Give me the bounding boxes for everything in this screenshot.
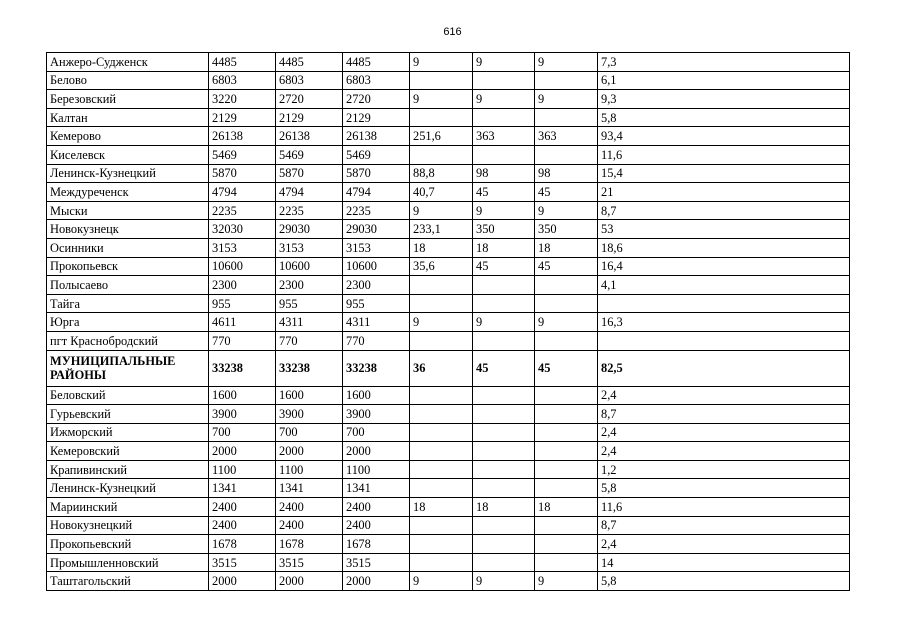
value-col-3: 2129: [343, 108, 410, 127]
value-col-2: 2000: [276, 572, 343, 591]
value-col-7: 5,8: [598, 479, 850, 498]
table-row: [47, 386, 850, 405]
value-col-4: 9: [410, 313, 473, 332]
value-col-2: 1100: [276, 460, 343, 479]
value-col-1: 6803: [209, 71, 276, 90]
value-col-2: 770: [276, 331, 343, 350]
value-col-4: [410, 276, 473, 295]
table-row: [47, 405, 850, 424]
value-col-4: [410, 405, 473, 424]
value-col-1: 10600: [209, 257, 276, 276]
value-col-2: 6803: [276, 71, 343, 90]
municipality-name: Гурьевский: [47, 405, 209, 424]
value-col-2: 955: [276, 294, 343, 313]
value-col-6: [535, 71, 598, 90]
value-col-7: 93,4: [598, 127, 850, 146]
value-col-7: 5,8: [598, 108, 850, 127]
value-col-1: 770: [209, 331, 276, 350]
table-row: [47, 572, 850, 591]
value-col-4: [410, 423, 473, 442]
municipality-name: Тайга: [47, 294, 209, 313]
value-col-4: [410, 442, 473, 461]
value-col-1: 955: [209, 294, 276, 313]
value-col-5: [473, 386, 535, 405]
value-col-7: 11,6: [598, 145, 850, 164]
value-col-3: 3900: [343, 405, 410, 424]
value-col-6: 45: [535, 183, 598, 202]
table-row: [47, 516, 850, 535]
value-col-7: 2,4: [598, 386, 850, 405]
value-col-2: 26138: [276, 127, 343, 146]
table-row: [47, 276, 850, 295]
value-col-3: 5469: [343, 145, 410, 164]
value-col-6: [535, 276, 598, 295]
value-col-5: [473, 331, 535, 350]
value-col-7: 21: [598, 183, 850, 202]
value-col-7: 7,3: [598, 53, 850, 72]
value-col-5: [473, 108, 535, 127]
value-col-1: 4794: [209, 183, 276, 202]
municipality-name: Калтан: [47, 108, 209, 127]
value-col-1: 2300: [209, 276, 276, 295]
value-col-5: [473, 71, 535, 90]
value-col-4: 251,6: [410, 127, 473, 146]
value-col-3: 2300: [343, 276, 410, 295]
value-col-3: 2400: [343, 498, 410, 517]
value-col-5: [473, 145, 535, 164]
value-col-3: 4311: [343, 313, 410, 332]
value-col-2: 2000: [276, 442, 343, 461]
value-col-3: 4794: [343, 183, 410, 202]
value-col-7: 53: [598, 220, 850, 239]
value-col-2: 2400: [276, 516, 343, 535]
value-col-5: [473, 442, 535, 461]
value-col-4: 40,7: [410, 183, 473, 202]
value-col-6: [535, 108, 598, 127]
municipality-name: Крапивинский: [47, 460, 209, 479]
value-col-1: 1600: [209, 386, 276, 405]
value-col-3: 3153: [343, 238, 410, 257]
value-col-1: 2129: [209, 108, 276, 127]
value-col-7: 18,6: [598, 238, 850, 257]
value-col-7: 8,7: [598, 201, 850, 220]
municipality-name: Мыски: [47, 201, 209, 220]
value-col-5: 45: [473, 183, 535, 202]
value-col-2: 2720: [276, 90, 343, 109]
value-col-1: 1100: [209, 460, 276, 479]
municipality-name: Ленинск-Кузнецкий: [47, 479, 209, 498]
value-col-1: 2235: [209, 201, 276, 220]
value-col-1: 4485: [209, 53, 276, 72]
table-row: [47, 127, 850, 146]
value-col-6: [535, 516, 598, 535]
value-col-5: [473, 479, 535, 498]
value-col-7: [598, 294, 850, 313]
value-col-4: 233,1: [410, 220, 473, 239]
value-col-6: [535, 294, 598, 313]
value-col-6: 9: [535, 313, 598, 332]
table-row: [47, 238, 850, 257]
value-col-5: [473, 276, 535, 295]
table-row: [47, 331, 850, 350]
value-col-4: [410, 71, 473, 90]
value-col-1: 3900: [209, 405, 276, 424]
municipality-name: Междуреченск: [47, 183, 209, 202]
value-col-6: 9: [535, 90, 598, 109]
value-col-6: [535, 405, 598, 424]
value-col-5: 9: [473, 53, 535, 72]
value-col-2: 2300: [276, 276, 343, 295]
value-col-7: 14: [598, 553, 850, 572]
value-col-5: 9: [473, 572, 535, 591]
value-col-4: 36: [410, 350, 473, 386]
value-col-3: 2400: [343, 516, 410, 535]
value-col-3: 1100: [343, 460, 410, 479]
value-col-2: 3515: [276, 553, 343, 572]
value-col-2: 5469: [276, 145, 343, 164]
table-row: [47, 257, 850, 276]
value-col-3: 5870: [343, 164, 410, 183]
value-col-2: 1678: [276, 535, 343, 554]
value-col-6: 18: [535, 498, 598, 517]
municipality-name: пгт Краснобродский: [47, 331, 209, 350]
value-col-5: [473, 516, 535, 535]
value-col-1: 2400: [209, 498, 276, 517]
value-col-3: 2000: [343, 572, 410, 591]
value-col-6: 9: [535, 572, 598, 591]
value-col-1: 5469: [209, 145, 276, 164]
table-row: [47, 313, 850, 332]
value-col-3: 1600: [343, 386, 410, 405]
value-col-7: 82,5: [598, 350, 850, 386]
table-row: [47, 71, 850, 90]
table-row: [47, 164, 850, 183]
municipality-name: Прокопьевск: [47, 257, 209, 276]
value-col-2: 4485: [276, 53, 343, 72]
value-col-3: 770: [343, 331, 410, 350]
value-col-7: 2,4: [598, 442, 850, 461]
value-col-3: 4485: [343, 53, 410, 72]
value-col-7: [598, 331, 850, 350]
municipality-name: Ленинск-Кузнецкий: [47, 164, 209, 183]
value-col-6: 363: [535, 127, 598, 146]
value-col-5: 9: [473, 90, 535, 109]
table-row: [47, 90, 850, 109]
table-row: [47, 350, 850, 386]
value-col-4: [410, 108, 473, 127]
municipality-name: Осинники: [47, 238, 209, 257]
value-col-1: 2000: [209, 442, 276, 461]
table-row: [47, 553, 850, 572]
value-col-6: [535, 479, 598, 498]
value-col-7: 4,1: [598, 276, 850, 295]
value-col-3: 1678: [343, 535, 410, 554]
value-col-5: 9: [473, 201, 535, 220]
value-col-6: [535, 442, 598, 461]
table-row: [47, 220, 850, 239]
value-col-5: [473, 423, 535, 442]
value-col-7: 16,3: [598, 313, 850, 332]
value-col-7: 15,4: [598, 164, 850, 183]
municipality-name: Новокузнецк: [47, 220, 209, 239]
value-col-5: 350: [473, 220, 535, 239]
value-col-5: [473, 535, 535, 554]
value-col-2: 4794: [276, 183, 343, 202]
value-col-6: 9: [535, 53, 598, 72]
value-col-7: 1,2: [598, 460, 850, 479]
value-col-7: 8,7: [598, 516, 850, 535]
value-col-4: 18: [410, 238, 473, 257]
value-col-1: 32030: [209, 220, 276, 239]
value-col-3: 10600: [343, 257, 410, 276]
value-col-7: 16,4: [598, 257, 850, 276]
table-row: [47, 460, 850, 479]
value-col-1: 5870: [209, 164, 276, 183]
value-col-4: [410, 145, 473, 164]
value-col-3: 1341: [343, 479, 410, 498]
table-row: [47, 108, 850, 127]
value-col-2: 33238: [276, 350, 343, 386]
value-col-5: 98: [473, 164, 535, 183]
municipality-name: Анжеро-Судженск: [47, 53, 209, 72]
table-body: [47, 53, 850, 591]
municipality-name: Новокузнецкий: [47, 516, 209, 535]
value-col-3: 26138: [343, 127, 410, 146]
municipality-name: Кемерово: [47, 127, 209, 146]
municipality-name: Березовский: [47, 90, 209, 109]
value-col-1: 3220: [209, 90, 276, 109]
value-col-1: 2000: [209, 572, 276, 591]
value-col-5: [473, 405, 535, 424]
value-col-2: 700: [276, 423, 343, 442]
value-col-5: 18: [473, 238, 535, 257]
value-col-4: 9: [410, 90, 473, 109]
value-col-1: 3153: [209, 238, 276, 257]
value-col-1: 26138: [209, 127, 276, 146]
value-col-2: 29030: [276, 220, 343, 239]
value-col-4: [410, 294, 473, 313]
value-col-2: 10600: [276, 257, 343, 276]
value-col-2: 1600: [276, 386, 343, 405]
value-col-4: 9: [410, 53, 473, 72]
value-col-5: 18: [473, 498, 535, 517]
value-col-6: 9: [535, 201, 598, 220]
value-col-1: 33238: [209, 350, 276, 386]
value-col-4: [410, 535, 473, 554]
value-col-6: [535, 535, 598, 554]
municipality-name: Кемеровский: [47, 442, 209, 461]
value-col-5: 363: [473, 127, 535, 146]
value-col-5: [473, 553, 535, 572]
municipality-name: Прокопьевский: [47, 535, 209, 554]
value-col-6: [535, 423, 598, 442]
value-col-4: [410, 553, 473, 572]
value-col-2: 1341: [276, 479, 343, 498]
value-col-6: [535, 460, 598, 479]
value-col-4: 9: [410, 201, 473, 220]
value-col-4: [410, 516, 473, 535]
value-col-4: 9: [410, 572, 473, 591]
value-col-3: 700: [343, 423, 410, 442]
value-col-2: 2235: [276, 201, 343, 220]
value-col-1: 3515: [209, 553, 276, 572]
value-col-4: [410, 460, 473, 479]
value-col-2: 3900: [276, 405, 343, 424]
municipality-name: Полысаево: [47, 276, 209, 295]
value-col-3: 33238: [343, 350, 410, 386]
municipality-name: Беловский: [47, 386, 209, 405]
table-row: [47, 183, 850, 202]
value-col-4: 35,6: [410, 257, 473, 276]
value-col-4: [410, 386, 473, 405]
value-col-6: 98: [535, 164, 598, 183]
table-row: [47, 145, 850, 164]
value-col-6: [535, 145, 598, 164]
value-col-6: [535, 331, 598, 350]
value-col-6: [535, 386, 598, 405]
table-row: [47, 423, 850, 442]
value-col-5: [473, 460, 535, 479]
table-row: [47, 53, 850, 72]
value-col-4: 88,8: [410, 164, 473, 183]
value-col-5: 45: [473, 257, 535, 276]
value-col-5: 9: [473, 313, 535, 332]
value-col-4: [410, 479, 473, 498]
value-col-1: 1341: [209, 479, 276, 498]
value-col-1: 1678: [209, 535, 276, 554]
table-row: [47, 479, 850, 498]
value-col-3: 6803: [343, 71, 410, 90]
value-col-2: 3153: [276, 238, 343, 257]
value-col-7: 2,4: [598, 423, 850, 442]
value-col-3: 29030: [343, 220, 410, 239]
municipality-name: Белово: [47, 71, 209, 90]
municipality-name: МУНИЦИПАЛЬНЫЕ РАЙОНЫ: [47, 350, 209, 386]
municipality-name: Юрга: [47, 313, 209, 332]
value-col-6: 350: [535, 220, 598, 239]
table-row: [47, 442, 850, 461]
value-col-3: 2000: [343, 442, 410, 461]
value-col-4: 18: [410, 498, 473, 517]
table-row: [47, 201, 850, 220]
data-table: [46, 52, 850, 591]
value-col-2: 4311: [276, 313, 343, 332]
value-col-7: 11,6: [598, 498, 850, 517]
value-col-7: 8,7: [598, 405, 850, 424]
page-number: 616: [443, 26, 462, 38]
municipality-name: Промышленновский: [47, 553, 209, 572]
value-col-7: 2,4: [598, 535, 850, 554]
value-col-5: [473, 294, 535, 313]
municipality-name: Киселевск: [47, 145, 209, 164]
value-col-1: 700: [209, 423, 276, 442]
value-col-7: 5,8: [598, 572, 850, 591]
value-col-6: 18: [535, 238, 598, 257]
value-col-2: 5870: [276, 164, 343, 183]
value-col-4: [410, 331, 473, 350]
value-col-1: 2400: [209, 516, 276, 535]
value-col-5: 45: [473, 350, 535, 386]
municipality-name: Ижморский: [47, 423, 209, 442]
value-col-2: 2129: [276, 108, 343, 127]
table-row: [47, 498, 850, 517]
value-col-7: 9,3: [598, 90, 850, 109]
value-col-6: [535, 553, 598, 572]
value-col-3: 2720: [343, 90, 410, 109]
value-col-6: 45: [535, 257, 598, 276]
value-col-3: 2235: [343, 201, 410, 220]
value-col-6: 45: [535, 350, 598, 386]
table-row: [47, 294, 850, 313]
value-col-3: 3515: [343, 553, 410, 572]
value-col-1: 4611: [209, 313, 276, 332]
value-col-2: 2400: [276, 498, 343, 517]
value-col-7: 6,1: [598, 71, 850, 90]
value-col-3: 955: [343, 294, 410, 313]
table-row: [47, 535, 850, 554]
municipality-name: Мариинский: [47, 498, 209, 517]
municipality-name: Таштагольский: [47, 572, 209, 591]
